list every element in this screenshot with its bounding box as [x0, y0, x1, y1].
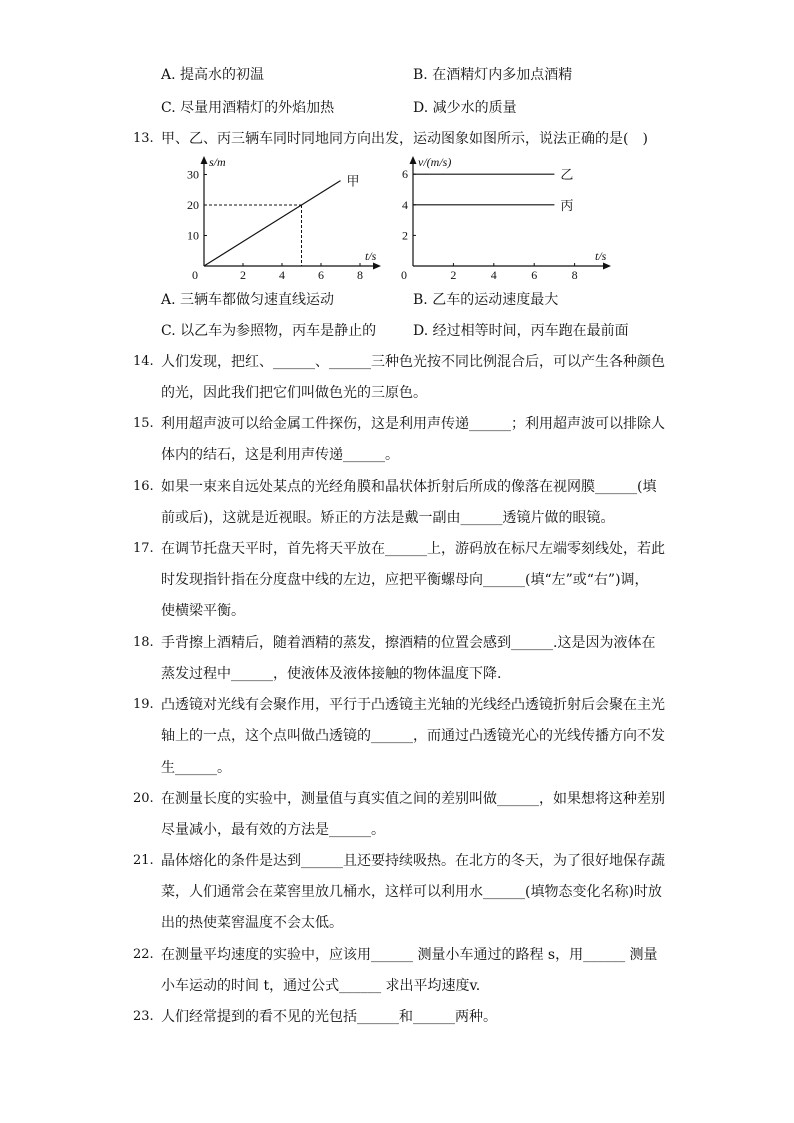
chart-vt-plot	[401, 155, 611, 282]
chart-st	[176, 150, 386, 284]
question-number: 19.	[133, 697, 154, 712]
question-line: 在测量长度的实验中，测量值与真实值之间的差别叫做______，如果想将这种差别	[161, 791, 665, 807]
x-tick-label: 0	[192, 268, 198, 282]
x-axis-label: t/s	[595, 249, 607, 263]
y-axis-label: s/m	[209, 155, 226, 169]
y-tick-label: 2	[402, 228, 408, 243]
q13-option-b: B. 乙车的运动速度最大	[413, 292, 559, 308]
question-line: 使横梁平衡。	[161, 603, 245, 619]
chart-st-plot	[187, 155, 381, 282]
q13-option-c: C. 以乙车为参照物，丙车是静止的	[161, 323, 377, 339]
question-line: 在调节托盘天平时，首先将天平放在______上，游码放在标尺左端零刻线处，若此	[161, 541, 665, 557]
y-tick-label: 6	[402, 167, 408, 182]
chart-vt	[396, 150, 616, 284]
q12-option-b: B. 在酒精灯内多加点酒精	[413, 67, 573, 83]
question-number: 15.	[133, 416, 154, 431]
question-line: 在测量平均速度的实验中，应该用______ 测量小车通过的路程 s，用______ 测量	[161, 947, 658, 963]
x-tick-label: 8	[357, 268, 363, 282]
question-stem: 甲、乙、丙三辆车同时同地同方向出发，运动图象如图所示，说法正确的是( )	[161, 131, 648, 147]
question-number: 13.	[133, 131, 154, 146]
question-line: 人们经常提到的看不见的光包括______和______两种。	[161, 1009, 497, 1025]
q12-option-c: C. 尽量用酒精灯的外焰加热	[161, 100, 335, 116]
question-line: 时发现指针指在分度盘中线的左边，应把平衡螺母向______(填“左”或“右”)调，	[161, 572, 649, 588]
x-tick-label: 4	[279, 268, 285, 282]
question-line: 手背擦上酒精后，随着酒精的蒸发，擦酒精的位置会感到______.这是因为液体在	[161, 635, 656, 651]
x-tick-label: 6	[318, 268, 324, 282]
question-line: 人们发现，把红、______、______三种色光按不同比例混合后，可以产生各种颜色	[161, 354, 665, 370]
y-axis-arrow	[410, 156, 417, 164]
series-label: 甲	[346, 173, 360, 189]
q13-option-a: A. 三辆车都做匀速直线运动	[161, 292, 335, 308]
x-tick-label: 8	[571, 268, 578, 282]
question-line: 利用超声波可以给金属工件探伤，这是利用声传递______；利用超声波可以排除人	[161, 416, 665, 432]
question-number: 16.	[133, 479, 154, 494]
x-axis-arrow	[603, 263, 611, 270]
x-tick-label: 6	[531, 268, 538, 282]
x-tick-label: 0	[401, 268, 407, 282]
question-number: 23.	[133, 1009, 154, 1024]
q12-option-a: A. 提高水的初温	[161, 67, 265, 83]
y-tick-label: 4	[402, 197, 408, 212]
question-line: 尽量减小，最有效的方法是______。	[161, 822, 385, 838]
y-axis-arrow	[201, 156, 208, 164]
question-line: 晶体熔化的条件是达到______且还要持续吸热。在北方的冬天，为了很好地保存蔬	[161, 853, 665, 869]
x-axis-arrow	[373, 263, 381, 270]
question-line: 菜，人们通常会在菜窖里放几桶水，这样可以利用水______(填物态变化名称)时放	[161, 884, 662, 900]
x-tick-label: 2	[240, 268, 246, 282]
question-number: 21.	[133, 853, 154, 868]
series-line	[204, 181, 341, 266]
question-line: 蒸发过程中______，使液体及液体接触的物体温度下降.	[161, 666, 502, 682]
question-number: 20.	[133, 791, 154, 806]
q12-option-d: D. 减少水的质量	[413, 100, 517, 116]
x-axis-label: t/s	[365, 249, 377, 263]
question-line: 轴上的一点，这个点叫做凸透镜的______，而通过凸透镜光心的光线传播方向不发	[161, 728, 665, 744]
y-axis-label: v/(m/s)	[418, 155, 452, 169]
question-number: 22.	[133, 947, 154, 962]
q13-option-d: D. 经过相等时间，丙车跑在最前面	[413, 323, 629, 339]
question-line: 凸透镜对光线有会聚作用，平行于凸透镜主光轴的光线经凸透镜折射后会聚在主光	[161, 697, 665, 713]
question-line: 如果一束来自远处某点的光经角膜和晶状体折射后所成的像落在视网膜______(填	[161, 479, 657, 495]
series-label: 乙	[560, 167, 574, 183]
y-tick-label: 30	[187, 167, 199, 182]
question-number: 18.	[133, 635, 154, 650]
x-tick-label: 2	[450, 268, 457, 282]
question-line: 生______。	[161, 760, 231, 776]
question-number: 17.	[133, 541, 154, 556]
question-line: 出的热使菜窖温度不会太低。	[161, 915, 343, 931]
x-tick-label: 4	[490, 268, 497, 282]
question-number: 14.	[133, 354, 154, 369]
y-tick-label: 10	[187, 228, 199, 243]
question-line: 小车运动的时间 t，通过公式______ 求出平均速度v.	[161, 978, 481, 994]
question-line: 体内的结石，这是利用声传递______。	[161, 447, 399, 463]
question-line: 的光，因此我们把它们叫做色光的三原色。	[161, 385, 427, 401]
y-tick-label: 20	[187, 198, 199, 212]
series-label: 丙	[560, 197, 574, 213]
question-line: 前或后)，这就是近视眼。矫正的方法是戴一副由______透镜片做的眼镜。	[161, 510, 615, 526]
